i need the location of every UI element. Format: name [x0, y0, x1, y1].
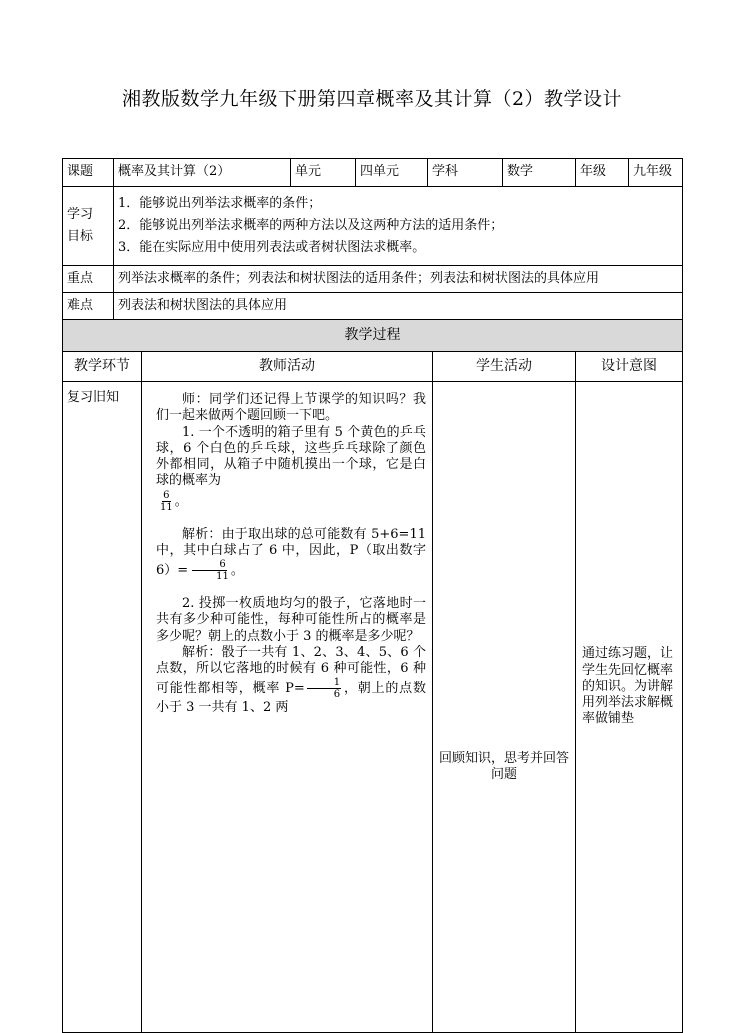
fraction-denominator: 11 [160, 501, 173, 513]
goals-label [63, 187, 114, 266]
question-1 [156, 425, 426, 490]
fraction-numerator: 1 [307, 677, 341, 689]
info-row [63, 159, 683, 187]
unit-value: 四单元 [356, 159, 428, 187]
question-1-answer [158, 490, 426, 513]
column-design: 设计意图 [576, 352, 683, 382]
unit-label: 单元 [291, 159, 356, 187]
fraction-denominator: 6 [333, 689, 341, 701]
answer-1-end: 。 [230, 563, 244, 578]
course-value: 概率及其计算（2） [114, 159, 291, 187]
goals-content [114, 187, 683, 266]
key-points-row [63, 266, 683, 293]
answer-1 [156, 527, 426, 583]
grade-value: 九年级 [629, 159, 683, 187]
key-points-value: 列举法求概率的条件；列表法和树状图法的适用条件；列表法和树状图法的具体应用 [114, 266, 683, 293]
process-header: 教学过程 [63, 320, 683, 352]
subject-value: 数学 [503, 159, 576, 187]
question-1-end: 。 [174, 493, 188, 509]
lesson-plan-table [62, 158, 683, 1033]
answer-2 [156, 645, 426, 717]
goal-item: 2．能够说出列举法求概率的两种方法以及这两种方法的适用条件； [118, 218, 504, 233]
fraction-numerator: 6 [192, 559, 226, 571]
answer-1-text: 解析：由于取出球的总可能数有 5+6=11 中，其中白球占了 6 中，因此，P（取出数字 6）= [156, 526, 426, 578]
teacher-intro: 师：同学们还记得上节课学的知识吗？我们一起来做两个题回顾一下吧。 [156, 392, 426, 424]
student-activity: 回顾知识，思考并回答问题 [433, 382, 576, 1033]
difficulties-label: 难点 [63, 293, 114, 320]
goals-label-line-1: 学习 [67, 207, 94, 222]
course-label: 课题 [63, 159, 114, 187]
fraction-6-11 [160, 490, 173, 513]
document-title: 湘教版数学九年级下册第四章概率及其计算（2）教学设计 [121, 88, 623, 110]
review-row [63, 382, 683, 1033]
design-intent: 通过练习题，让学生先回忆概率的知识。为讲解用列举法求解概率做铺垫 [576, 382, 683, 1033]
goal-item: 1．能够说出列举法求概率的条件； [118, 196, 322, 211]
column-stage: 教学环节 [63, 352, 142, 382]
column-student: 学生活动 [433, 352, 576, 382]
difficulties-value: 列表法和树状图法的具体应用 [114, 293, 683, 320]
process-columns-row [63, 352, 683, 382]
goals-label-line-2: 目标 [67, 229, 94, 244]
fraction-6-11 [190, 559, 229, 582]
fraction-numerator: 6 [163, 489, 170, 501]
difficulties-row [63, 293, 683, 320]
process-header-row [63, 320, 683, 352]
column-teacher: 教师活动 [142, 352, 433, 382]
answer-2-text: 解析：骰子一共有 1、2、3、4、5、6 个点数，所以它落地的时候有 6 种可能性，6 种可能性都相等，概率 P= [156, 644, 426, 697]
answer-2-end: ，朝上的点数小于 3 一共有 1、2 两 [156, 681, 426, 716]
fraction-denominator: 11 [216, 571, 229, 582]
question-2: 2. 投掷一枚质地均匀的骰子，它落地时一共有多少种可能性，每种可能性所占的概率是多少呢？朝上的点数小于 3 的概率是多少呢？ [156, 596, 426, 644]
goals-row [63, 187, 683, 266]
goal-item: 3．能在实际应用中使用列表法或者树状图法求概率。 [118, 240, 426, 255]
question-1-text: 1. 一个不透明的箱子里有 5 个黄色的乒乓球，6 个白色的乒乓球，这些乒乓球除了颜色外都相同，从箱子中随机摸出一个球，它是白球的概率为 [156, 424, 426, 489]
grade-label: 年级 [576, 159, 629, 187]
key-points-label: 重点 [63, 266, 114, 293]
review-stage: 复习旧知 [63, 382, 142, 1033]
teacher-activity [142, 382, 433, 1033]
fraction-1-6 [307, 677, 341, 700]
subject-label: 学科 [428, 159, 503, 187]
